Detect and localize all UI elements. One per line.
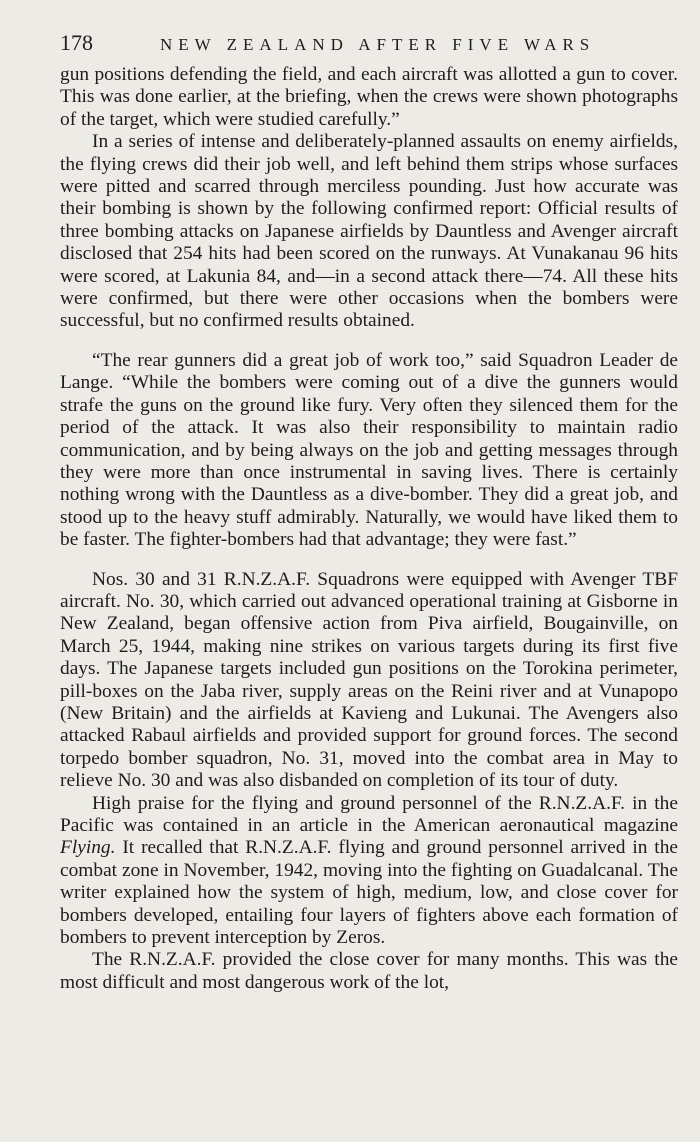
page-number: 178: [60, 30, 93, 55]
paragraph-flying-magazine: [60, 793, 678, 950]
paragraph-airfield-attacks: In a series of intense and deliberately-planned assaults on enemy airfields, the flying crews did their job well, and left behind them strips whose surfaces were pitted and scarred through merciless pounding. Just how accurate was their bombing is shown by the following confirmed report: Official results of three bombing attacks on Japanese airfields by Dauntless and Avenger aircraft disclosed that 254 hits had been scored on the runways. At Vunakanau 96 hits were scored, at Lakunia 84, and—in a second attack there—74. All these hits were confirmed, but there were other occasions when the bombers were successful, but no confirmed results obtained.: [60, 131, 678, 332]
flying-text-before: High praise for the flying and ground personnel of the R.N.Z.A.F. in the Pacific was contained in an article in the American aeronautical magazine: [60, 792, 678, 836]
paragraph-close-cover: The R.N.Z.A.F. provided the close cover for many months. This was the most difficult and most dangerous work of the lot,: [60, 949, 678, 993]
body-text: [60, 64, 678, 994]
page-header: [60, 30, 678, 64]
paragraph-continued: gun positions defending the field, and each aircraft was allotted a gun to cover. This was done earlier, at the briefing, when the crews were shown photographs of the target, which were studied carefully.”: [60, 64, 678, 130]
paragraph-rear-gunners-quote: “The rear gunners did a great job of work too,” said Squadron Leader de Lange. “While the bombers were coming out of a dive the gunners would strafe the guns on the ground like fury. Very often they silenced them for the period of the attack. It was also their responsibility to maintain radio communication, and by being always on the job and getting messages through they were more than once instrumental in saving lives. There is certainly nothing wrong with the Dauntless as a dive-bomber. They did a great job, and stood up to the heavy stuff admirably. Naturally, we would have liked them to be faster. The fighter-bombers had that advantage; they were fast.”: [60, 349, 678, 551]
running-title: NEW ZEALAND AFTER FIVE WARS: [160, 35, 596, 54]
magazine-title: Flying.: [60, 837, 116, 859]
flying-text-after: It recalled that R.N.Z.A.F. flying and ground personnel arrived in the combat zone in November, 1942, moving into the fighting on Guadalcanal. The writer explained how the system of high, medium, low, and close cover for bombers developed, entailing four layers of fighters above each formation of bombers to prevent interception by Zeros.: [60, 837, 678, 949]
paragraph-avenger-squadrons: Nos. 30 and 31 R.N.Z.A.F. Squadrons were equipped with Avenger TBF aircraft. No. 30, which carried out advanced operational training at Gisborne in New Zealand, began offensive action from Piva airfield, Bougainville, on March 25, 1944, making nine strikes on various targets during its first five days. The Japanese targets included gun positions on the Torokina perimeter, pill-boxes on the Jaba river, supply areas on the Reini river and at Vunapopo (New Britain) and the airfields at Kavieng and Lukunai. The Avengers also attacked Rabaul airfields and provided support for ground forces. The second torpedo bomber squadron, No. 31, moved into the combat area in May to relieve No. 30 and was also disbanded on completion of its tour of duty.: [60, 568, 678, 792]
